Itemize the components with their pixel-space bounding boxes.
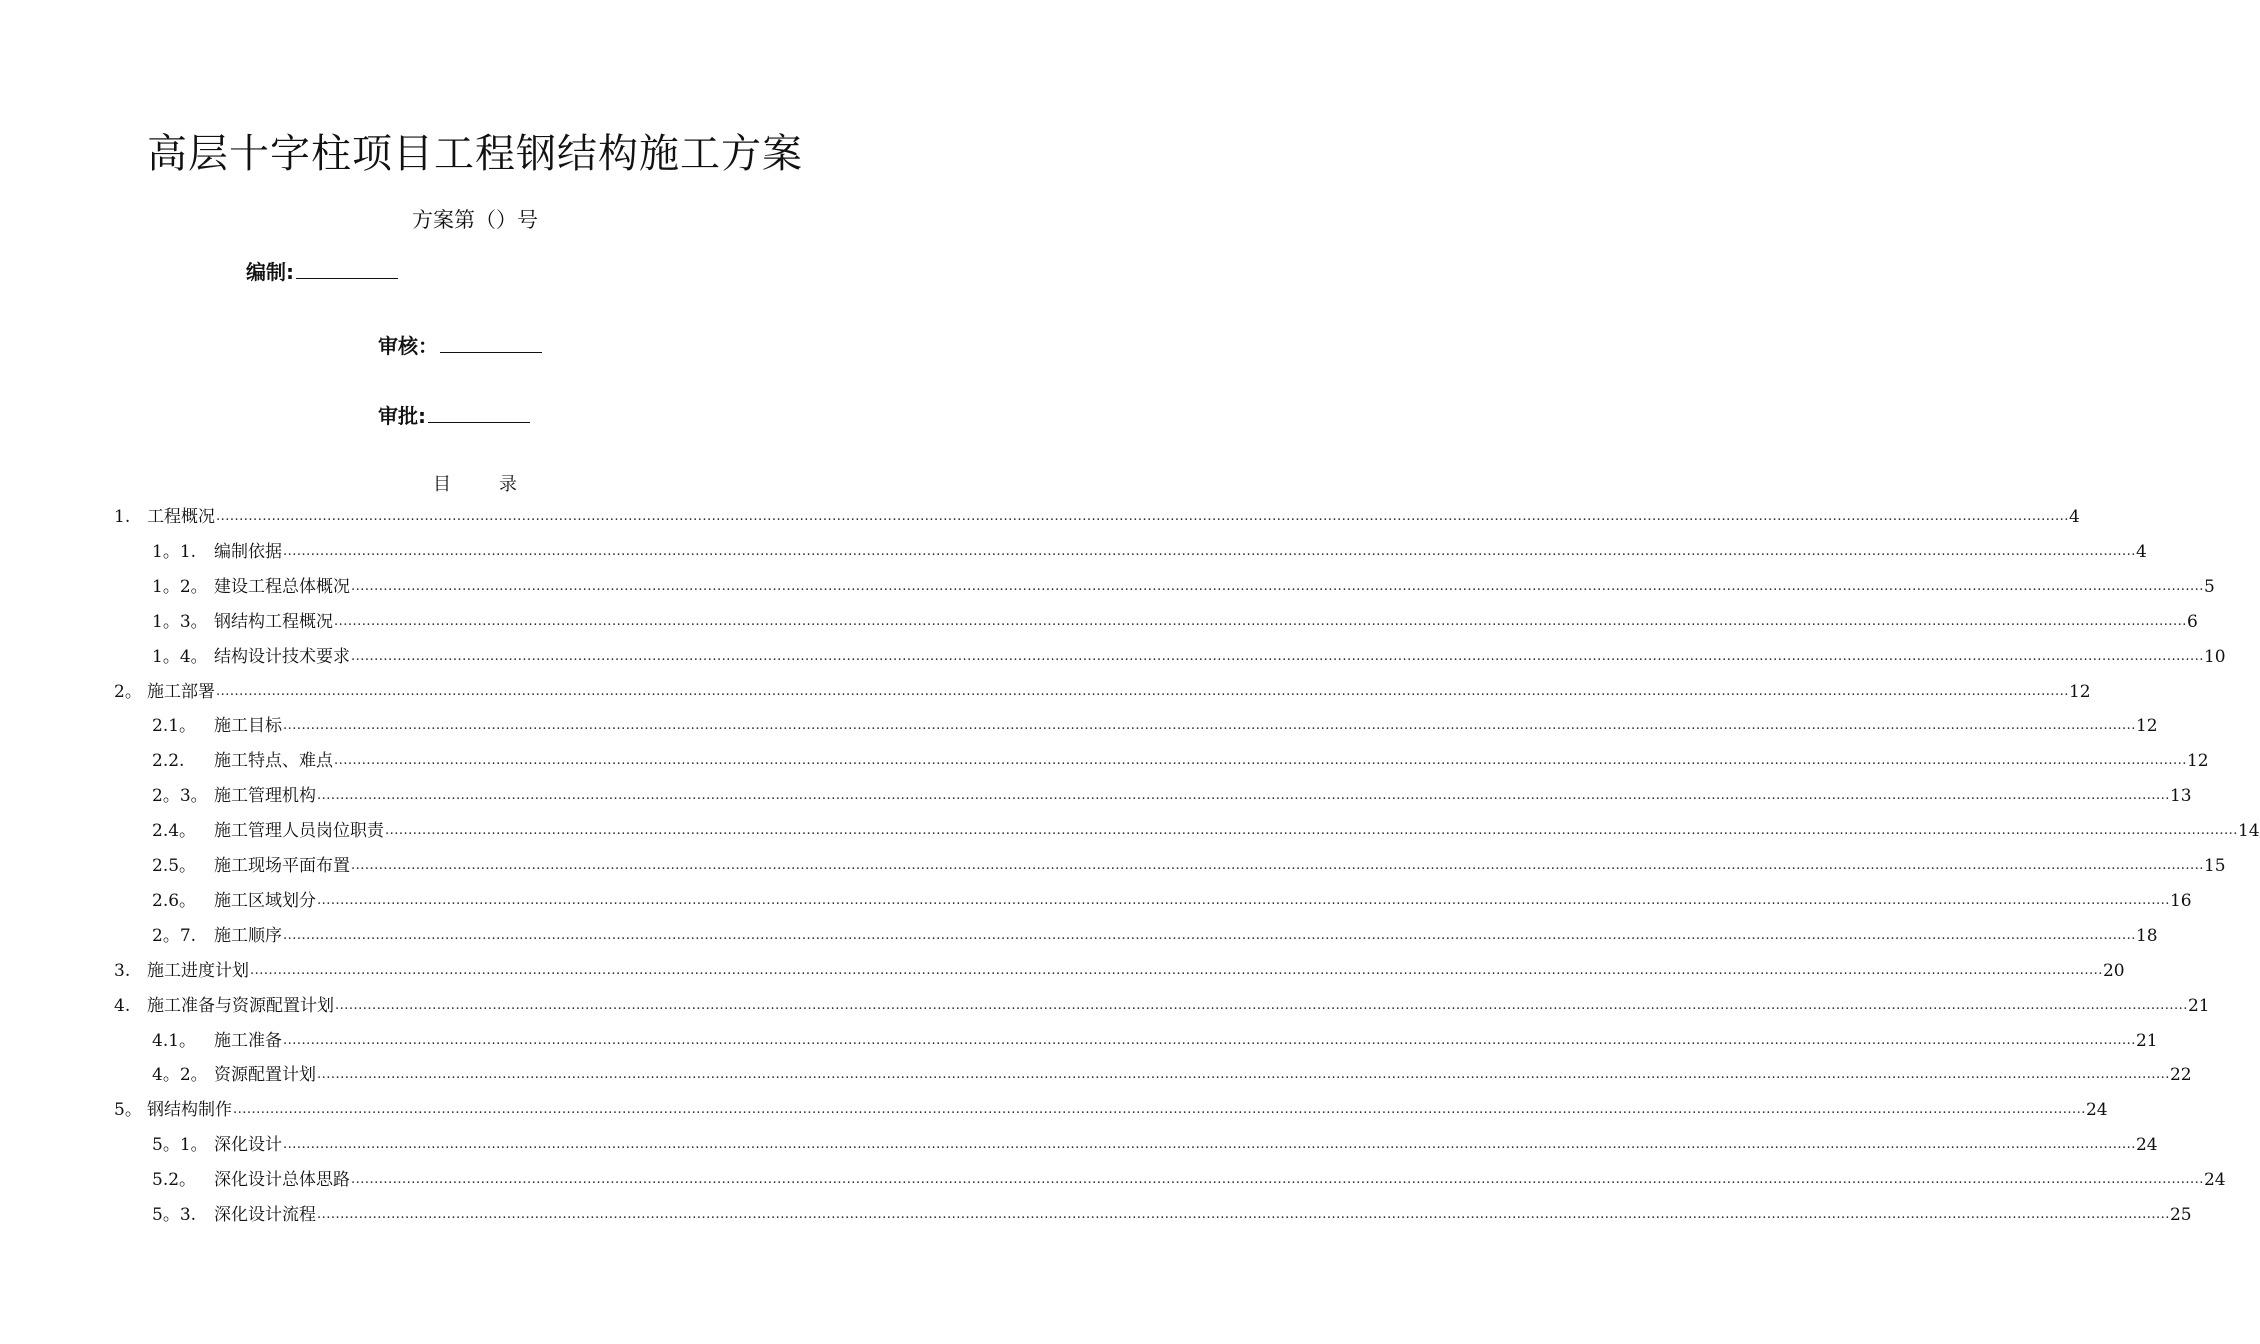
toc-dot-leader: ................................................................................................................................................................................................................................................................................................................................................................................................................ <box>351 858 2204 873</box>
toc-dot-leader: ................................................................................................................................................................................................................................................................................................................................................................................................................ <box>283 1032 2136 1048</box>
toc-entry-title: 施工管理人员岗位职责 <box>214 814 385 848</box>
toc-entry-page: 12 <box>2068 681 2091 702</box>
toc-entry-page: 6 <box>2186 611 2198 632</box>
compile-label: 编制: <box>246 260 294 284</box>
toc-dot-leader: ................................................................................................................................................................................................................................................................................................................................................................................................................ <box>216 509 2069 524</box>
toc-entry-page: 21 <box>2135 1030 2158 1051</box>
toc-entry-title: 施工目标 <box>214 709 283 743</box>
toc-dot-leader: ................................................................................................................................................................................................................................................................................................................................................................................................................ <box>216 683 2069 699</box>
toc-entry[interactable] <box>0 814 2260 848</box>
toc-entry-number: 2。 <box>114 681 142 702</box>
toc-entry-line <box>214 814 2260 848</box>
toc-entry[interactable] <box>0 535 2147 569</box>
toc-dot-leader: ................................................................................................................................................................................................................................................................................................................................................................................................................ <box>334 613 2187 629</box>
toc-entry-number: 5。1。 <box>152 1135 208 1156</box>
toc-entry-page: 12 <box>2135 716 2158 737</box>
toc-entry-number: 1。1. <box>152 541 197 562</box>
toc-entry[interactable] <box>0 779 2192 813</box>
compile-blank-line <box>296 260 398 279</box>
toc-entry-line <box>214 535 2147 569</box>
toc-entry-title: 施工顺序 <box>214 919 283 953</box>
compile-signature <box>246 256 398 285</box>
toc-entry-line <box>147 989 2210 1023</box>
toc-entry-title: 施工管理机构 <box>214 779 317 813</box>
toc-entry-number: 3. <box>114 960 131 981</box>
toc-entry-title: 施工区域划分 <box>214 884 317 918</box>
toc-entry-number: 1。2。 <box>152 576 208 597</box>
toc-entry-page: 10 <box>2203 646 2226 667</box>
approve-signature <box>378 400 530 429</box>
toc-dot-leader: ................................................................................................................................................................................................................................................................................................................................................................................................................ <box>233 1102 2086 1118</box>
toc-entry[interactable] <box>0 954 2125 988</box>
toc-entry[interactable] <box>0 605 2198 639</box>
toc-entry[interactable] <box>0 919 2158 953</box>
toc-entry-line <box>214 884 2192 918</box>
toc-entry[interactable] <box>0 1163 2226 1197</box>
toc-entry-title: 施工进度计划 <box>147 954 250 988</box>
toc-dot-leader: ................................................................................................................................................................................................................................................................................................................................................................................................................ <box>283 543 2136 559</box>
toc-entry-page: 16 <box>2169 890 2192 911</box>
toc-entry-page: 21 <box>2187 995 2210 1016</box>
toc-entry-line <box>214 1024 2158 1058</box>
toc-entry-number: 2.5。 <box>152 856 197 876</box>
toc-entry-number: 2。3。 <box>152 786 208 807</box>
toc-entry-line <box>214 1163 2226 1197</box>
toc-entry-line <box>147 954 2125 988</box>
toc-entry-page: 25 <box>2169 1205 2192 1225</box>
toc-entry-title: 深化设计流程 <box>214 1198 317 1232</box>
toc-entry-title: 编制依据 <box>214 535 283 569</box>
toc-entry-number: 2.4。 <box>152 821 197 842</box>
toc-entry-title: 钢结构制作 <box>147 1093 233 1127</box>
toc-dot-leader: ................................................................................................................................................................................................................................................................................................................................................................................................................ <box>283 718 2136 734</box>
toc-entry-page: 24 <box>2085 1100 2108 1121</box>
toc-entry-page: 20 <box>2102 960 2125 981</box>
review-signature <box>378 330 542 359</box>
toc-entry[interactable] <box>0 1024 2158 1058</box>
toc-entry-title: 施工准备与资源配置计划 <box>147 989 335 1023</box>
toc-entry[interactable] <box>0 1093 2108 1127</box>
toc-entry-number: 5。 <box>114 1100 142 1121</box>
review-label: 审核： <box>378 334 438 358</box>
toc-entry-number: 1。4。 <box>152 646 208 667</box>
toc-entry-number: 2.2. <box>152 751 185 772</box>
toc-entry-number: 2。7. <box>152 925 197 946</box>
toc-entry[interactable] <box>0 675 2091 709</box>
toc-entry[interactable] <box>0 1128 2158 1162</box>
toc-entry-number: 5.2。 <box>152 1170 197 1191</box>
toc-entry[interactable] <box>0 1058 2192 1092</box>
toc-entry-title: 建设工程总体概况 <box>214 570 351 604</box>
toc-entry-title: 资源配置计划 <box>214 1058 317 1092</box>
toc-entry-title: 深化设计 <box>214 1128 283 1162</box>
toc-entry-line <box>214 1058 2192 1092</box>
toc-dot-leader: ................................................................................................................................................................................................................................................................................................................................................................................................................ <box>317 1067 2170 1083</box>
toc-entry[interactable] <box>0 884 2192 918</box>
toc-entry-title: 施工现场平面布置 <box>214 849 351 883</box>
toc-dot-leader: ................................................................................................................................................................................................................................................................................................................................................................................................................ <box>283 1137 2136 1153</box>
toc-entry-title: 工程概况 <box>147 500 216 534</box>
toc-heading <box>433 470 517 496</box>
toc-entry-page: 15 <box>2203 856 2226 876</box>
toc-dot-leader: ................................................................................................................................................................................................................................................................................................................................................................................................................ <box>351 578 2204 594</box>
approve-blank-line <box>428 404 530 423</box>
toc-entry[interactable] <box>0 744 2209 778</box>
toc-entry-line <box>214 1198 2192 1232</box>
review-blank-line <box>440 334 542 353</box>
toc-entry-title: 钢结构工程概况 <box>214 605 334 639</box>
toc-entry-line <box>214 919 2158 953</box>
toc-entry-number: 4. <box>114 995 131 1016</box>
toc-dot-leader: ................................................................................................................................................................................................................................................................................................................................................................................................................ <box>317 892 2170 908</box>
toc-entry-line <box>147 675 2091 709</box>
toc-entry-title: 施工准备 <box>214 1024 283 1058</box>
toc-entry-line <box>147 500 2080 534</box>
toc-entry-number: 5。3. <box>152 1205 197 1225</box>
toc-entry[interactable] <box>0 849 2226 883</box>
toc-entry-line <box>214 779 2192 813</box>
toc-entry-number: 2.6。 <box>152 890 197 911</box>
document-subtitle: 方案第（）号 <box>412 208 538 232</box>
toc-dot-leader: ................................................................................................................................................................................................................................................................................................................................................................................................................ <box>335 997 2188 1013</box>
toc-entry-title: 深化设计总体思路 <box>214 1163 351 1197</box>
toc-entry-number: 2.1。 <box>152 716 197 737</box>
toc-entry[interactable] <box>0 640 2226 674</box>
toc-entry-number: 1。3。 <box>152 611 208 632</box>
toc-entry-page: 4 <box>2135 541 2147 562</box>
toc-dot-leader: ................................................................................................................................................................................................................................................................................................................................................................................................................ <box>385 823 2238 839</box>
toc-entry[interactable] <box>0 709 2158 743</box>
toc-entry[interactable] <box>0 1198 2192 1232</box>
toc-entry[interactable] <box>0 989 2210 1023</box>
toc-entry-line <box>214 605 2198 639</box>
toc-dot-leader: ................................................................................................................................................................................................................................................................................................................................................................................................................ <box>283 927 2136 943</box>
toc-entry-line <box>214 570 2215 604</box>
toc-entry-line <box>214 744 2209 778</box>
toc-entry[interactable] <box>0 570 2215 604</box>
toc-entry-page: 14 <box>2237 821 2260 842</box>
toc-entry-page: 13 <box>2169 786 2192 807</box>
toc-entry-number: 4。2。 <box>152 1065 208 1086</box>
toc-entry-line <box>214 1128 2158 1162</box>
document-title: 高层十字柱项目工程钢结构施工方案 <box>147 131 803 177</box>
toc-entry-number: 4.1。 <box>152 1030 197 1051</box>
toc-dot-leader: ................................................................................................................................................................................................................................................................................................................................................................................................................ <box>334 753 2187 769</box>
toc-heading-char-1: 目 <box>433 474 451 495</box>
toc-entry-line <box>214 709 2158 743</box>
toc-entry-line <box>214 849 2226 883</box>
toc-entry-line <box>147 1093 2108 1127</box>
toc-entry-line <box>214 640 2226 674</box>
toc-entry-title: 施工特点、难点 <box>214 744 334 778</box>
toc-dot-leader: ................................................................................................................................................................................................................................................................................................................................................................................................................ <box>317 788 2170 804</box>
toc-entry-page: 12 <box>2186 751 2209 772</box>
toc-entry[interactable] <box>0 500 2080 534</box>
toc-entry-page: 5 <box>2203 576 2215 597</box>
toc-entry-title: 施工部署 <box>147 675 216 709</box>
toc-dot-leader: ................................................................................................................................................................................................................................................................................................................................................................................................................ <box>351 648 2204 664</box>
toc-dot-leader: ................................................................................................................................................................................................................................................................................................................................................................................................................ <box>250 962 2103 978</box>
toc-dot-leader: ................................................................................................................................................................................................................................................................................................................................................................................................................ <box>351 1172 2204 1188</box>
toc-entry-page: 4 <box>2068 507 2080 527</box>
toc-entry-page: 24 <box>2135 1135 2158 1156</box>
approve-label: 审批: <box>378 404 426 428</box>
toc-entry-page: 24 <box>2203 1170 2226 1191</box>
toc-entry-page: 22 <box>2169 1065 2192 1086</box>
toc-entry-title: 结构设计技术要求 <box>214 640 351 674</box>
toc-dot-leader: ................................................................................................................................................................................................................................................................................................................................................................................................................ <box>317 1207 2170 1222</box>
toc-heading-char-2: 录 <box>499 474 517 495</box>
toc-entry-page: 18 <box>2135 925 2158 946</box>
toc-entry-number: 1. <box>114 507 131 527</box>
